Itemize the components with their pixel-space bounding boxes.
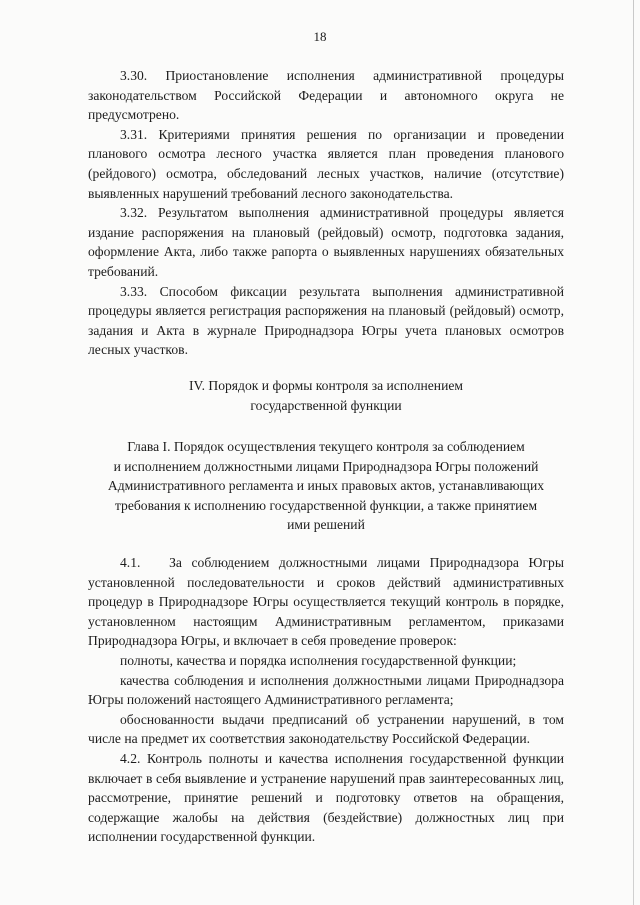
paragraph-3-32: 3.32. Результатом выполнения административной процедуры является издание распоряжения на плановый (рейдовый) осмотр, подготовка задания, оформление Акта, либо также рапорта о выявленных нарушениях обязательных требований. [88, 205, 564, 279]
paragraph-3-33: 3.33. Способом фиксации результата выполнения административной процедуры является регистрация распоряжения на плановый (рейдовый) осмотр, задания и Акта в журнале Природнадзора Югры учета плановых осмотров лесных участков. [88, 283, 564, 358]
chapter-heading-line: Административного регламента и иных правовых актов, устанавливающих [107, 478, 545, 494]
paragraph-3-31: 3.31. Критериями принятия решения по организации и проведении планового осмотра лесного участка является план проведения планового (рейдового) осмотра, обследований лесных участков, наличие (отсутствие) выявленных нарушений требований лесного законодательства. [88, 126, 564, 201]
paragraph-3-30: 3.30. Приостановление исполнения административной процедуры законодательством Российской Федерации и автономного округа не предусмотрено. [88, 68, 564, 123]
section-heading [88, 376, 564, 415]
chapter-heading-line: требования к исполнению государственной функции, а также принятием [114, 497, 538, 513]
document-body [88, 66, 568, 847]
paragraph-4-1: 4.1. За соблюдением должностными лицами Природнадзора Югры установленной последовательности и сроков действий административных процедур в Природнадзоре Югры осуществляется текущий контроль в порядке, установленном настоящим Административным регламентом, приказами Природнадзора Югры, и включает в себя проведение проверок: [88, 555, 568, 649]
paragraph-check-completeness: полноты, качества и порядка исполнения государственной функции; [120, 653, 517, 669]
chapter-heading-line: и исполнением должностными лицами Природнадзора Югры положений [113, 458, 539, 474]
paragraph-4-2: 4.2. Контроль полноты и качества исполнения государственной функции включает в себя выявление и устранение нарушений прав заинтересованных лиц, рассмотрение, принятие решений и подготовку ответов на обращения, содержащие жалобы на действия (бездействие) должностных лиц при исполнении государственной функции. [88, 751, 564, 845]
section-heading-line: IV. Порядок и формы контроля за исполнением [189, 377, 463, 393]
paragraph-check-quality: качества соблюдения и исполнения должностными лицами Природнадзора Югры положений настоящего Административного регламента; [88, 672, 564, 708]
chapter-heading-line: ими решений [287, 517, 365, 533]
chapter-heading-line: Глава I. Порядок осуществления текущего контроля за соблюдением [127, 439, 525, 455]
page-number: 18 [313, 29, 327, 44]
section-heading-line: государственной функции [250, 397, 402, 413]
page-edge-line [633, 0, 634, 905]
chapter-heading [88, 437, 564, 535]
paragraph-check-validity: обоснованности выдачи предписаний об устранении нарушений, в том числе на предмет их соответствия законодательству Российской Федерации. [88, 711, 564, 747]
